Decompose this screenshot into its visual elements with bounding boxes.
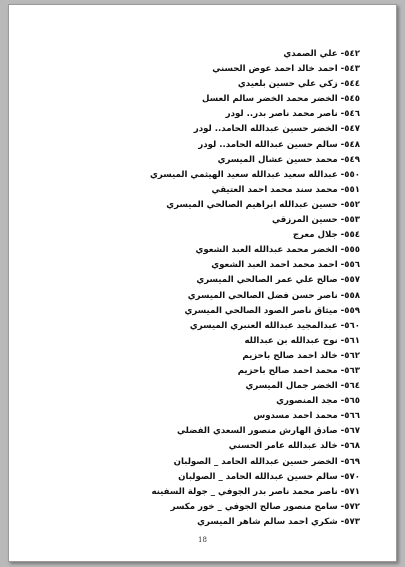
list-item: ٥٤٢- علي الصمدي <box>283 49 360 59</box>
list-item: ٥٧٣- شكري احمد سالم شاهر الميسري <box>197 516 360 527</box>
list-item: ٥٦٦- محمد احمد مسدوس <box>253 411 360 422</box>
list-item: ٥٥٩- ميثاق ناصر الصود الصالحي الميسري <box>184 305 360 316</box>
list-item: ٥٦٩- الخضر حسين عبدالله الحامد _ الصولبان <box>173 456 360 467</box>
list-item: ٥٦٤- الخضر جمال الميسري <box>245 381 360 392</box>
list-item: ٥٤٤- زكي علي حسين بلعيدي <box>237 79 360 90</box>
list-item: ٥٤٣- احمد خالد احمد عوض الحسني <box>212 64 360 75</box>
list-item: ٥٦٥- مجد المنصوري <box>276 396 360 407</box>
list-item: ٥٤٦- ناصر محمد ناصر بدر.. لودر <box>225 109 360 120</box>
list-item: ٥٧٠- سالم حسين عبدالله الحامد _ الصولبان <box>178 471 360 482</box>
list-item: ٥٦٠- عبدالمجيد عبدالله العنبري الميسري <box>189 320 360 331</box>
names-list <box>60 47 360 530</box>
list-item: ٥٦٢- خالد احمد صالح باحزيم <box>242 350 360 361</box>
list-item: ٥٤٩- محمد حسين عشال الميسري <box>217 154 360 165</box>
document-page <box>8 4 397 562</box>
list-item: ٥٧٢- سامح منصور صالح الجوفي _ خور مكسر <box>170 501 360 512</box>
list-item: ٥٦٣- محمد احمد صالح باحزيم <box>237 365 360 376</box>
list-item: ٥٦١- نوح عبدالله بن عبدالله <box>244 335 360 346</box>
list-item: ٥٥٠- عبدالله سعيد عبدالله سعيد الهيثمي الميسري <box>149 169 360 180</box>
list-item: ٥٦٧- صادق الهارش منصور السعدي الفضلي <box>176 426 360 437</box>
list-item: ٥٤٨- سالم حسين عبدالله الحامد.. لودر <box>198 139 360 150</box>
list-item: ٥٤٧- الخضر حسين عبدالله الحامد.. لودر <box>193 124 360 135</box>
list-item: ٥٥٧- صالح علي عمر الصالحي الميسري <box>196 275 360 286</box>
list-item: ٥٥٣- حسين المرزقي <box>271 215 360 226</box>
list-item: ٥٤٥- الخضر محمد الخضر سالم العسل <box>202 94 360 105</box>
list-item: ٥٥٦- احمد محمد احمد العبد الشعوي <box>211 260 360 271</box>
list-item: ٥٥٨- ناصر حسن فضل الصالحي الميسري <box>187 290 360 301</box>
list-item: ٥٧١- ناصر محمد ناصر بدر الجوفي _ جولة السفينه <box>151 486 360 497</box>
list-item: ٥٦٨- خالد عبدالله عامر الحسني <box>228 441 360 452</box>
list-item: ٥٥٤- جلال معرج <box>292 230 360 241</box>
page-number: 18 <box>198 536 207 544</box>
list-item: ٥٥٢- حسين عبدالله ابراهيم الصالحي الميسري <box>166 199 360 210</box>
list-item: ٥٥٥- الخضر محمد عبدالله العبد الشعوي <box>195 245 360 256</box>
list-item: ٥٥١- محمد سند محمد احمد العتيقي <box>211 184 360 195</box>
